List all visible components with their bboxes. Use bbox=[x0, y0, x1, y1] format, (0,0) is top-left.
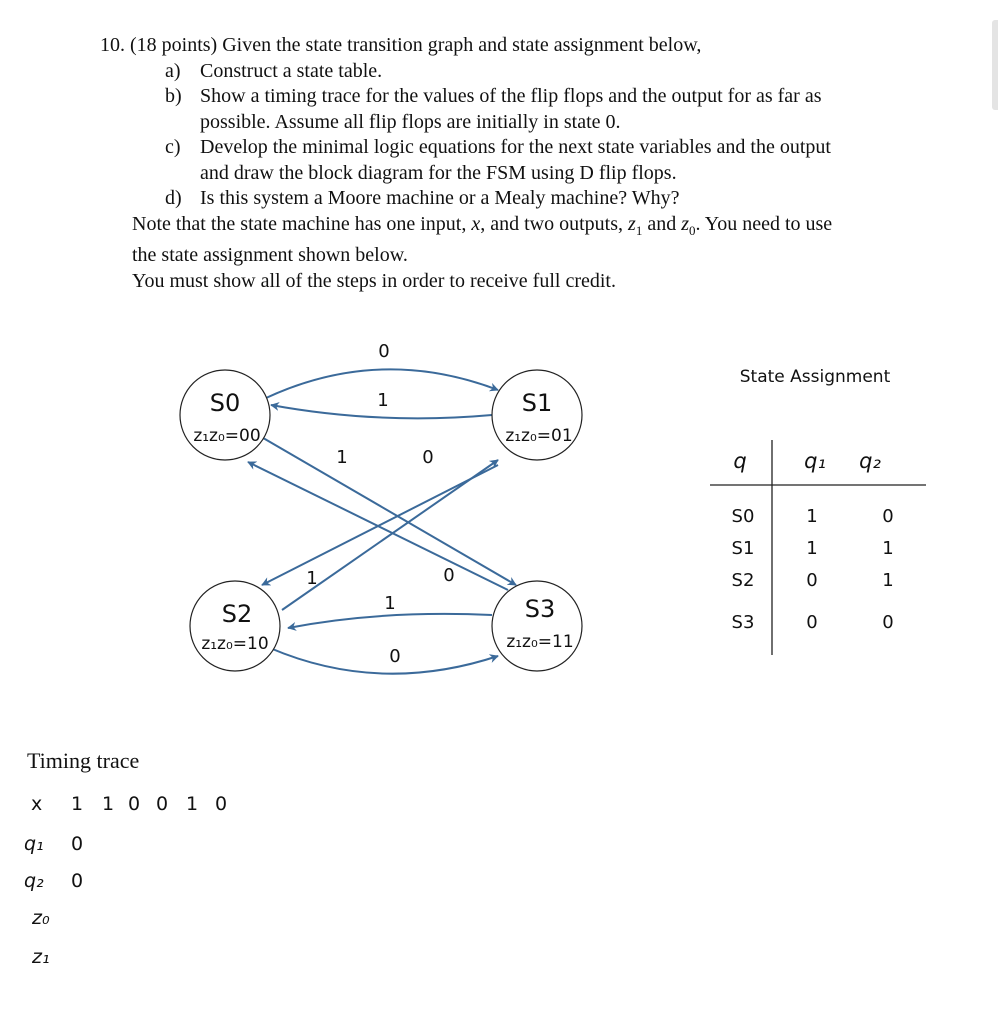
output-z0-symbol: z bbox=[681, 212, 690, 235]
edge-label-s1-s2: 0 bbox=[422, 447, 434, 468]
state-assignment-title: State Assignment bbox=[739, 367, 891, 387]
question-intro: Given the state transition graph and state assignment below, bbox=[222, 34, 702, 56]
edge-label-s1-s0: 1 bbox=[377, 390, 389, 411]
state-name-s1: S1 bbox=[521, 389, 553, 417]
table-cell-state: S0 bbox=[731, 506, 755, 527]
trace-x-value: 0 bbox=[215, 793, 228, 815]
table-cell-state: S3 bbox=[731, 612, 755, 633]
part-d-label: d) bbox=[165, 187, 182, 209]
question-points: (18 points) bbox=[130, 34, 218, 56]
table-cell-q2: 0 bbox=[882, 612, 894, 633]
trace-q1-value: 0 bbox=[71, 833, 84, 855]
question-number: 10. bbox=[100, 34, 125, 56]
output-z0-subscript: 0 bbox=[689, 222, 696, 238]
state-output-s2: z₁z₀=10 bbox=[201, 634, 269, 654]
output-z1-symbol: z bbox=[628, 212, 636, 235]
timing-trace bbox=[0, 0, 400, 1024]
trace-x-value: 1 bbox=[186, 793, 199, 815]
note-text: Note that the state machine has one input, bbox=[132, 212, 472, 235]
note-line-3: You must show all of the steps in order to receive full credit. bbox=[132, 269, 616, 292]
note-text: , and two outputs, bbox=[480, 212, 629, 235]
state-output-s3: z₁z₀=11 bbox=[506, 632, 574, 652]
table-cell-state: S2 bbox=[731, 570, 755, 591]
trace-label-z0: z₀ bbox=[32, 907, 50, 929]
table-cell-q1: 0 bbox=[806, 570, 818, 591]
trace-label-q1: q₁ bbox=[24, 833, 44, 855]
part-b-line: possible. Assume all flip flops are initially in state 0. bbox=[200, 110, 621, 133]
part-b-label: b) bbox=[165, 85, 182, 107]
state-name-s3: S3 bbox=[524, 595, 556, 623]
edge-label-s2-s1: 1 bbox=[306, 568, 318, 589]
edge-label-s3-s0: 0 bbox=[443, 565, 455, 586]
trace-x-value: 0 bbox=[156, 793, 169, 815]
table-header-q2: q₂ bbox=[859, 449, 881, 473]
window-edge bbox=[992, 20, 998, 110]
edge-label-s3-s2: 1 bbox=[384, 593, 396, 614]
edge-label-s0-s3: 1 bbox=[336, 447, 348, 468]
trace-label-q2: q₂ bbox=[24, 870, 44, 892]
output-z1-subscript: 1 bbox=[635, 222, 643, 238]
trace-q2-value: 0 bbox=[71, 870, 84, 892]
table-cell-q2: 1 bbox=[882, 570, 894, 591]
note-text: and bbox=[642, 212, 682, 235]
edge-label-s2-s3: 0 bbox=[389, 646, 401, 667]
edge-label-s0-s1: 0 bbox=[378, 341, 390, 362]
state-output-s1: z₁z₀=01 bbox=[505, 426, 573, 446]
timing-trace-title: Timing trace bbox=[27, 748, 140, 773]
state-output-s0: z₁z₀=00 bbox=[193, 426, 261, 446]
trace-x-value: 1 bbox=[102, 793, 115, 815]
table-cell-q1: 1 bbox=[806, 506, 818, 527]
trace-x-value: 1 bbox=[71, 793, 84, 815]
table-cell-q1: 0 bbox=[806, 612, 818, 633]
table-cell-q1: 1 bbox=[806, 538, 818, 559]
trace-x-value: 0 bbox=[128, 793, 141, 815]
table-cell-q2: 0 bbox=[882, 506, 894, 527]
state-name-s0: S0 bbox=[209, 389, 241, 417]
trace-label-x: x bbox=[31, 793, 43, 815]
state-name-s2: S2 bbox=[221, 600, 253, 628]
part-c-line: Develop the minimal logic equations for the next state variables and the output bbox=[200, 136, 831, 158]
input-x-symbol: x bbox=[471, 212, 481, 235]
part-d-line: Is this system a Moore machine or a Mealy machine? Why? bbox=[200, 187, 680, 209]
part-c-label: c) bbox=[165, 136, 181, 158]
note-text: . You need to use bbox=[695, 212, 833, 235]
table-header-q1: q₁ bbox=[804, 449, 826, 473]
table-header-q: q bbox=[733, 449, 747, 473]
part-c-line: and draw the block diagram for the FSM using D flip flops. bbox=[200, 161, 677, 184]
part-a-line: Construct a state table. bbox=[200, 59, 383, 82]
note-line-2: the state assignment shown below. bbox=[132, 244, 408, 266]
trace-label-z1: z₁ bbox=[32, 946, 50, 968]
state-assignment-table bbox=[710, 367, 926, 655]
table-cell-q2: 1 bbox=[882, 538, 894, 559]
part-b-line: Show a timing trace for the values of the flip flops and the output for as far as bbox=[200, 85, 822, 107]
table-cell-state: S1 bbox=[731, 538, 755, 559]
part-a-label: a) bbox=[165, 59, 181, 82]
